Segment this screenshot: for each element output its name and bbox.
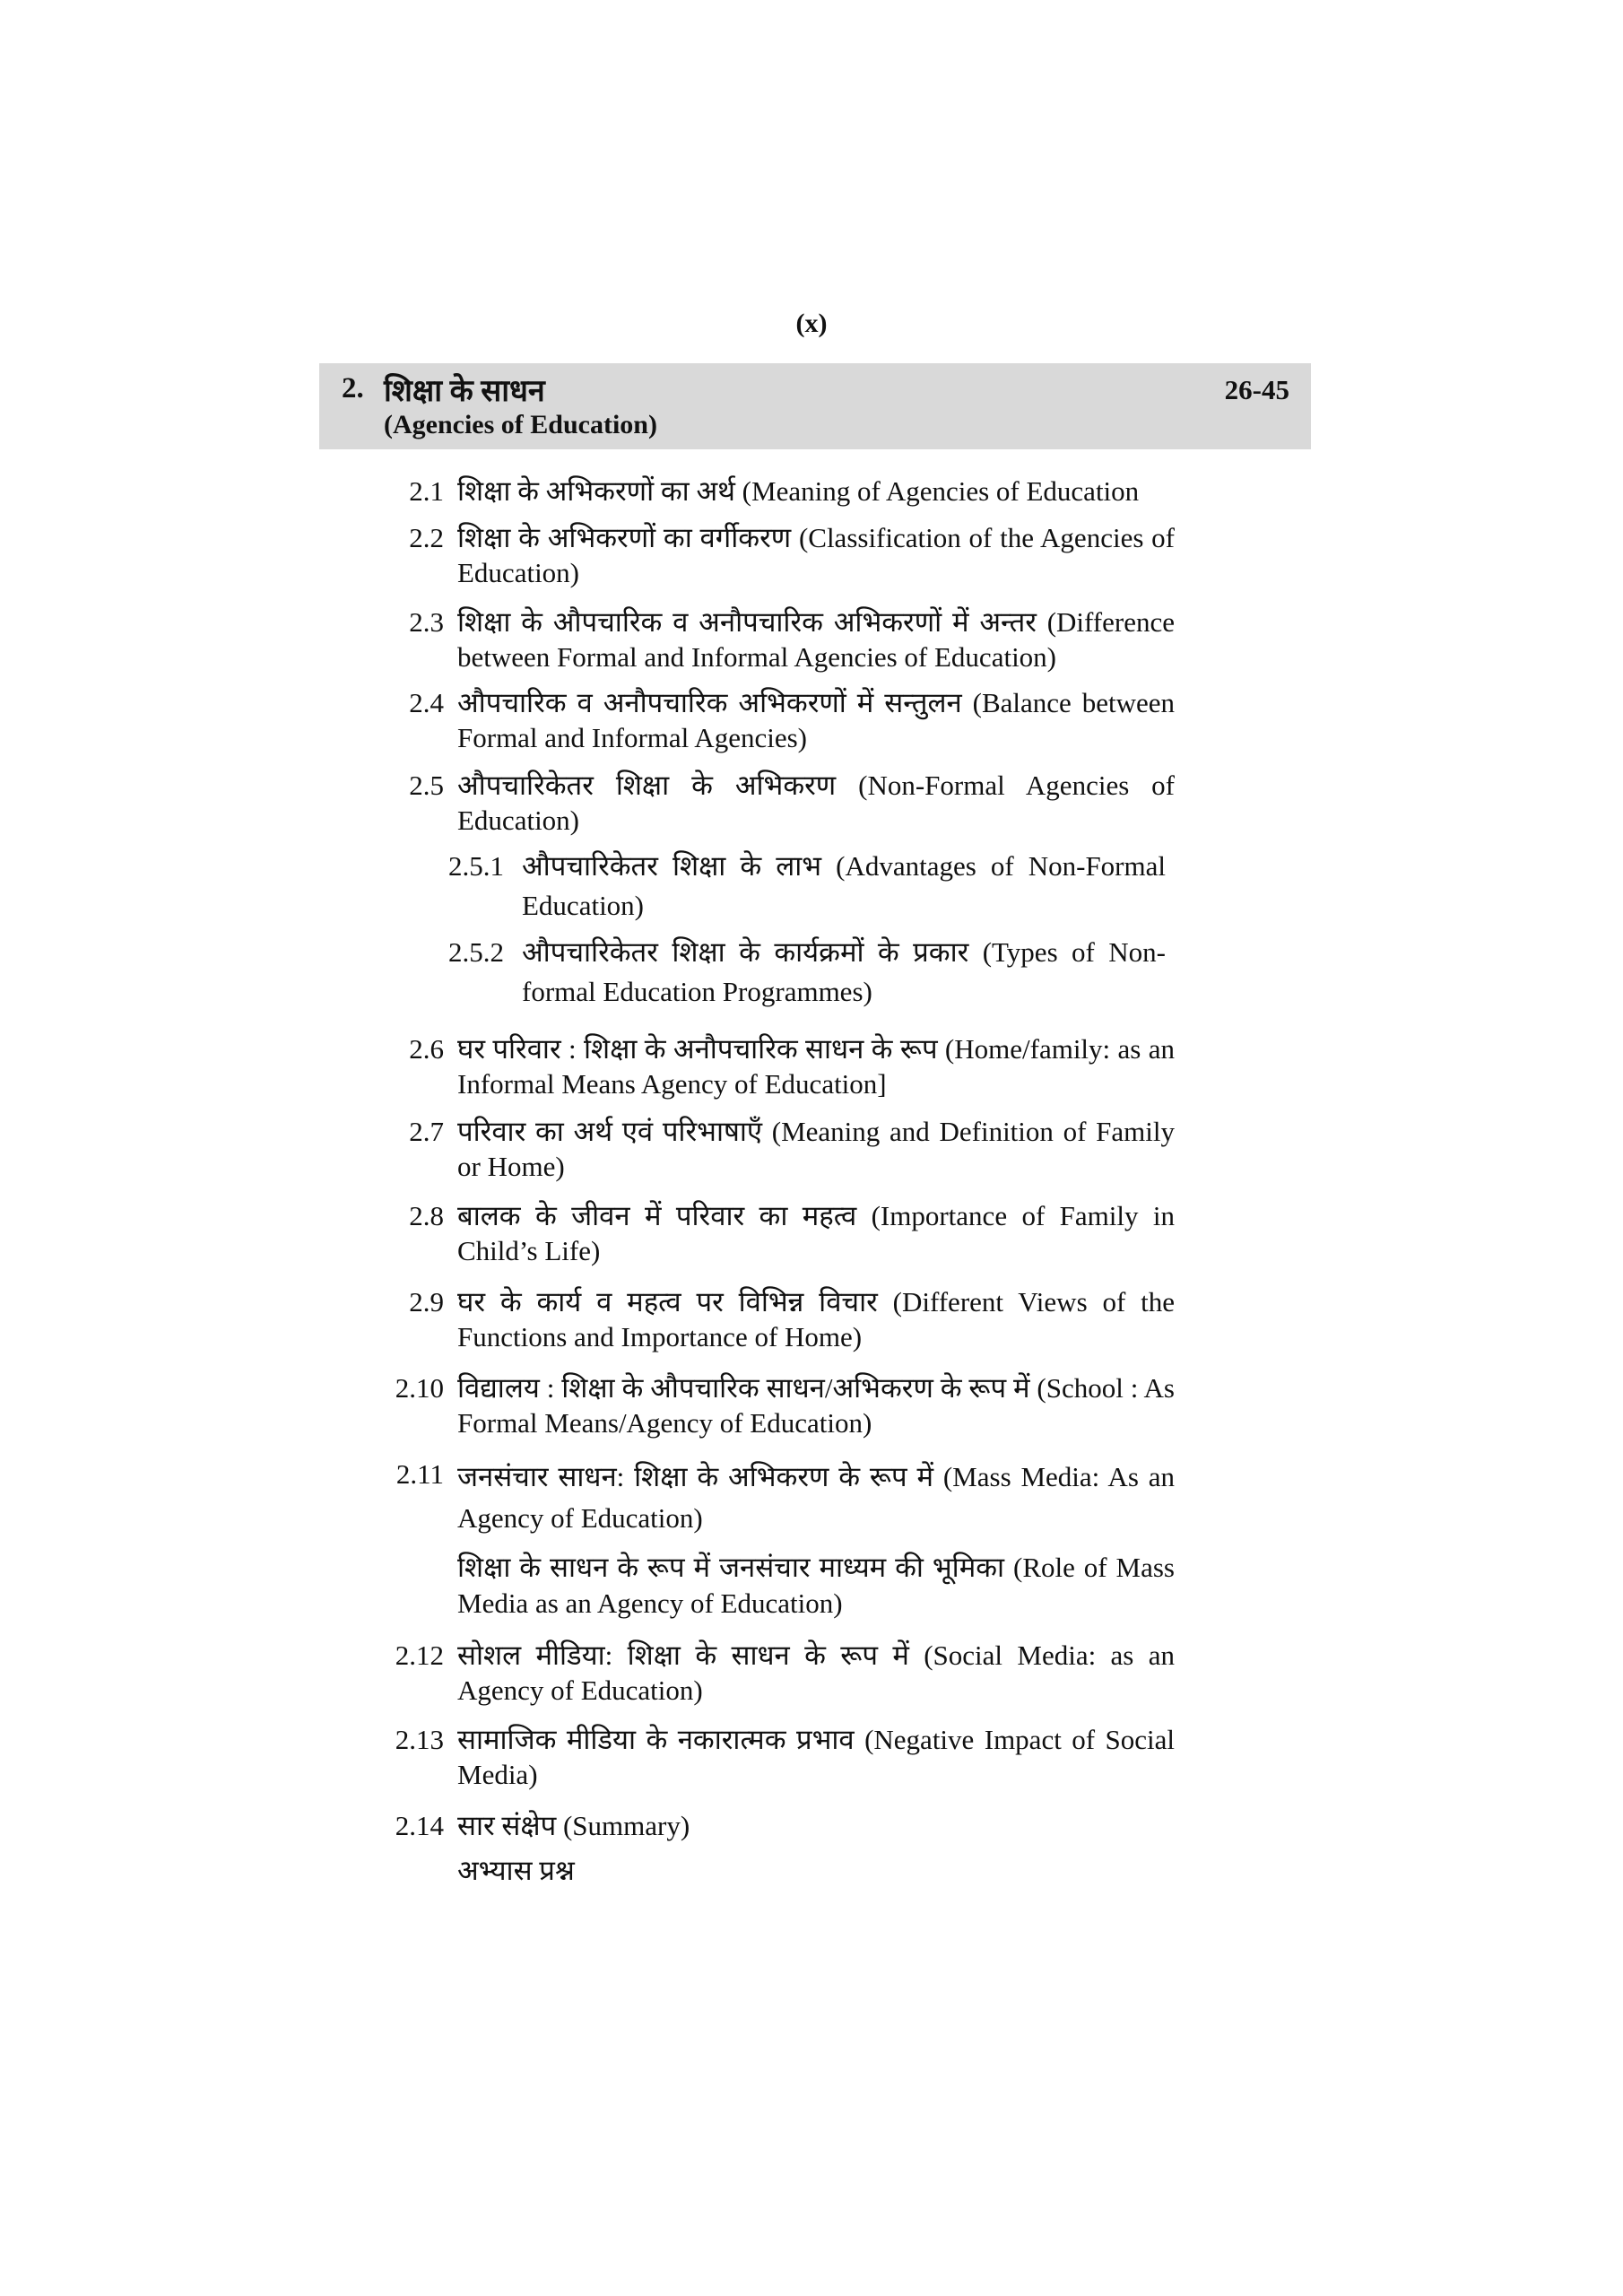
toc-item-number: 2.14 — [395, 1810, 444, 1841]
page-number: (x) — [795, 309, 828, 338]
toc-item-number: 2.3 — [409, 606, 444, 638]
toc-item-text: बालक के जीवन में परिवार का महत्व (Importance of Family in Child’s Life) — [457, 1200, 1175, 1266]
toc-item-text: शिक्षा के अभिकरणों का अर्थ (Meaning of Agencies of Education — [457, 475, 1140, 507]
toc-item-number: 2.11 — [395, 1458, 444, 1490]
toc-item-text: औपचारिकेतर शिक्षा के कार्यक्रमों के प्रकार (Types of Non-formal Education Programmes) — [522, 936, 1166, 1007]
toc-item-number: 2.5 — [409, 770, 444, 801]
toc-item-text: घर के कार्य व महत्व पर विभिन्न विचार (Different Views of the Functions and Importance of Home) — [457, 1286, 1175, 1352]
toc-item-number: 2.8 — [409, 1200, 444, 1231]
toc-item-text: औपचारिकेतर शिक्षा के लाभ (Advantages of Non-Formal Education) — [522, 850, 1166, 921]
toc-item-text: शिक्षा के औपचारिक व अनौपचारिक अभिकरणों में अन्तर (Difference between Formal and Informal Agencies of Education) — [457, 606, 1175, 673]
toc-item-text: परिवार का अर्थ एवं परिभाषाएँ (Meaning and Definition of Family or Home) — [457, 1116, 1175, 1182]
toc-item-text: जनसंचार साधन: शिक्षा के अभिकरण के रूप में (Mass Media: As an Agency of Education) — [457, 1461, 1175, 1534]
toc-item-text: विद्यालय : शिक्षा के औपचारिक साधन/अभिकरण के रूप में (School : As Formal Means/Agency of Education) — [457, 1372, 1175, 1439]
chapter-title-hindi: शिक्षा के साधन — [384, 375, 545, 408]
toc-item-text: सार संक्षेप (Summary) — [457, 1810, 690, 1841]
toc-item-text: शिक्षा के अभिकरणों का वर्गीकरण (Classification of the Agencies of Education) — [457, 522, 1175, 588]
toc-item-text: घर परिवार : शिक्षा के अनौपचारिक साधन के रूप (Home/family: as an Informal Means Agency of Education] — [457, 1033, 1175, 1100]
toc-item-number: 2.1 — [409, 475, 444, 507]
chapter-title-english: (Agencies of Education) — [384, 410, 657, 439]
practice-questions: अभ्यास प्रश्न — [457, 1855, 575, 1886]
toc-item-number: 2.9 — [409, 1286, 444, 1318]
toc-item-text: सोशल मीडिया: शिक्षा के साधन के रूप में (Social Media: as an Agency of Education) — [457, 1639, 1175, 1706]
toc-item-number: 2.12 — [395, 1639, 444, 1671]
toc-continuation-text: शिक्षा के साधन के रूप में जनसंचार माध्यम की भूमिका (Role of Mass Media as an Agency of Education) — [457, 1552, 1175, 1619]
toc-item-number: 2.2 — [409, 522, 444, 553]
toc-item-text: औपचारिक व अनौपचारिक अभिकरणों में सन्तुलन (Balance between Formal and Informal Agencies) — [457, 687, 1175, 753]
chapter-number: 2. — [342, 372, 364, 404]
toc-item-number: 2.6 — [409, 1033, 444, 1065]
toc-item-number: 2.5.2 — [448, 936, 504, 968]
toc-item-text: औपचारिकेतर शिक्षा के अभिकरण (Non-Formal Agencies of Education) — [457, 770, 1175, 836]
toc-item-text: सामाजिक मीडिया के नकारात्मक प्रभाव (Negative Impact of Social Media) — [457, 1724, 1175, 1790]
toc-item-number: 2.7 — [409, 1116, 444, 1147]
toc-item-number: 2.13 — [395, 1724, 444, 1755]
toc-item-number: 2.4 — [409, 687, 444, 718]
toc-item-number: 2.5.1 — [448, 850, 504, 882]
toc-item-number: 2.10 — [395, 1372, 444, 1404]
chapter-header — [319, 363, 1311, 449]
chapter-page-range: 26-45 — [1224, 374, 1289, 405]
